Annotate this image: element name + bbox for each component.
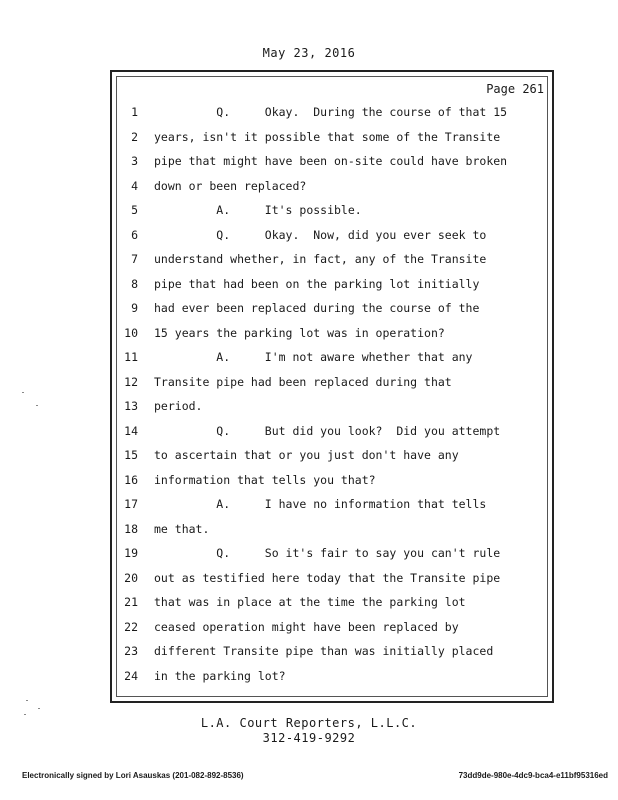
line-number: 6 bbox=[131, 227, 138, 242]
transcript-line bbox=[112, 272, 552, 297]
transcript-line bbox=[112, 517, 552, 542]
transcript-line bbox=[112, 247, 552, 272]
footer-phone: 312-419-9292 bbox=[262, 731, 356, 745]
line-text: me that. bbox=[154, 521, 210, 536]
line-number: 21 bbox=[124, 595, 138, 609]
signature-note: Electronically signed by Lori Asauskas (201-082-892-8536) bbox=[22, 771, 244, 780]
line-text: Q. Okay. Now, did you ever seek to bbox=[154, 227, 487, 242]
line-text: different Transite pipe than was initially placed bbox=[154, 644, 494, 658]
line-number: 19 bbox=[124, 546, 138, 560]
line-number: 16 bbox=[124, 472, 138, 487]
line-number: 1 bbox=[131, 105, 138, 119]
line-text: to ascertain that or you just don't have any bbox=[154, 448, 459, 462]
line-text: information that tells you that? bbox=[154, 472, 376, 487]
scan-speck bbox=[38, 708, 40, 709]
line-number: 12 bbox=[124, 374, 138, 389]
page-number: Page 261 bbox=[486, 82, 544, 96]
header-date: May 23, 2016 bbox=[262, 46, 356, 60]
line-text: in the parking lot? bbox=[154, 668, 286, 683]
transcript-line bbox=[112, 223, 552, 248]
transcript-line bbox=[112, 100, 552, 125]
line-text: A. I'm not aware whether that any bbox=[154, 350, 473, 364]
transcript-line bbox=[112, 296, 552, 321]
line-text: A. It's possible. bbox=[154, 203, 362, 217]
transcript-line bbox=[112, 198, 552, 223]
line-text: Q. So it's fair to say you can't rule bbox=[154, 546, 501, 560]
transcript-line bbox=[112, 370, 552, 395]
line-text: Transite pipe had been replaced during that bbox=[154, 374, 452, 389]
transcript-line bbox=[112, 321, 552, 346]
scan-speck bbox=[36, 405, 38, 406]
line-text: ceased operation might have been replaced by bbox=[154, 619, 459, 634]
line-number: 11 bbox=[124, 350, 138, 364]
line-text: pipe that had been on the parking lot initially bbox=[154, 276, 480, 291]
scan-speck bbox=[22, 392, 24, 393]
transcript-line bbox=[112, 541, 552, 566]
transcript-line bbox=[112, 664, 552, 689]
transcript-frame bbox=[110, 70, 554, 703]
line-text: pipe that might have been on-site could have broken bbox=[154, 154, 508, 168]
transcript-line bbox=[112, 125, 552, 150]
scan-speck bbox=[26, 700, 28, 701]
transcript-line bbox=[112, 174, 552, 199]
line-text: Q. Okay. During the course of that 15 bbox=[154, 105, 508, 119]
line-number: 9 bbox=[131, 301, 138, 315]
transcript-line bbox=[112, 419, 552, 444]
line-number: 22 bbox=[124, 619, 138, 634]
line-number: 7 bbox=[131, 252, 138, 266]
transcript-line bbox=[112, 394, 552, 419]
transcript-line bbox=[112, 590, 552, 615]
transcript-line bbox=[112, 149, 552, 174]
line-text: had ever been replaced during the course of the bbox=[154, 301, 480, 315]
line-number: 14 bbox=[124, 423, 138, 438]
line-number: 17 bbox=[124, 497, 138, 511]
line-number: 15 bbox=[124, 448, 138, 462]
transcript-lines bbox=[112, 100, 552, 688]
transcript-line bbox=[112, 615, 552, 640]
line-text: period. bbox=[154, 399, 203, 413]
line-number: 20 bbox=[124, 570, 138, 585]
line-text: 15 years the parking lot was in operation? bbox=[154, 325, 445, 340]
line-number: 10 bbox=[124, 325, 138, 340]
line-text: understand whether, in fact, any of the Transite bbox=[154, 252, 487, 266]
line-number: 8 bbox=[131, 276, 138, 291]
transcript-line bbox=[112, 639, 552, 664]
line-text: A. I have no information that tells bbox=[154, 497, 487, 511]
line-text: that was in place at the time the parking lot bbox=[154, 595, 466, 609]
line-number: 18 bbox=[124, 521, 138, 536]
line-number: 24 bbox=[124, 668, 138, 683]
footer-company: L.A. Court Reporters, L.L.C. bbox=[200, 716, 418, 730]
transcript-line bbox=[112, 492, 552, 517]
line-text: out as testified here today that the Transite pipe bbox=[154, 570, 501, 585]
line-text: down or been replaced? bbox=[154, 178, 307, 193]
transcript-line bbox=[112, 468, 552, 493]
line-number: 3 bbox=[131, 154, 138, 168]
transcript-line bbox=[112, 443, 552, 468]
line-text: Q. But did you look? Did you attempt bbox=[154, 423, 501, 438]
transcript-line bbox=[112, 566, 552, 591]
line-number: 13 bbox=[124, 399, 138, 413]
transcript-line bbox=[112, 345, 552, 370]
line-number: 5 bbox=[131, 203, 138, 217]
line-text: years, isn't it possible that some of the Transite bbox=[154, 129, 501, 144]
scan-speck bbox=[24, 714, 26, 715]
line-number: 4 bbox=[131, 178, 138, 193]
line-number: 23 bbox=[124, 644, 138, 658]
line-number: 2 bbox=[131, 129, 138, 144]
signature-id: 73dd9de-980e-4dc9-bca4-e11bf95316ed bbox=[458, 771, 608, 780]
